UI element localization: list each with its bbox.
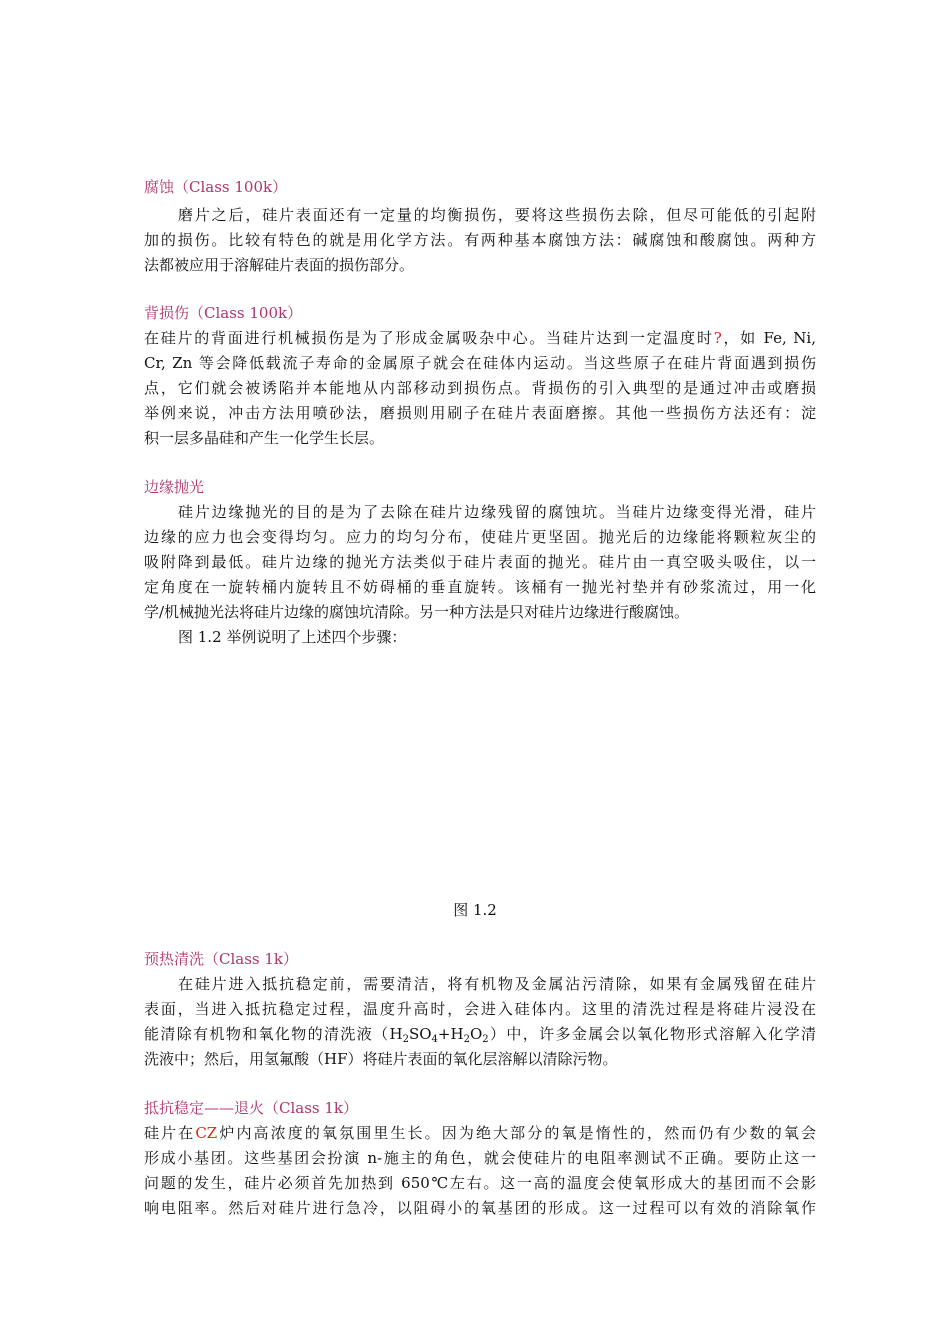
paragraph-line: 洗液中；然后，用氢氟酸（HF）将硅片表面的氧化层溶解以清除污物。: [144, 1050, 618, 1068]
section-heading-edge-polish: 边缘抛光: [144, 478, 205, 496]
paragraph-line: Cr, Zn 等会降低载流子寿命的金属原子就会在硅体内运动。当这些原子在硅片背面遇到损伤: [144, 354, 816, 372]
paragraph-line: [144, 328, 816, 348]
paragraph-line: 形成小基团。这些基团会扮演 n-施主的角色，就会使硅片的电阻率测试不正确。要防止这一: [144, 1149, 816, 1167]
text-run: 能清除有机物和氧化物的清洗液（H: [144, 1025, 403, 1043]
paragraph-line: 问题的发生，硅片必须首先加热到 650℃左右。这一高的温度会使氧形成大的基团而不会影: [144, 1174, 816, 1192]
paragraph-line: 点，它们就会被诱陷并本能地从内部移动到损伤点。背损伤的引入典型的是通过冲击或磨损: [144, 379, 816, 397]
paragraph-line: 学/机械抛光法将硅片边缘的腐蚀坑清除。另一种方法是只对硅片边缘进行酸腐蚀。: [144, 603, 690, 621]
text-run: ，如 Fe, Ni,: [721, 329, 816, 347]
highlight-cz: CZ: [195, 1124, 218, 1142]
paragraph-line: 在硅片进入抵抗稳定前，需要清洁，将有机物及金属沾污清除，如果有金属残留在硅片: [178, 975, 816, 993]
section-heading-anneal: 抵抗稳定——退火（Class 1k）: [144, 1099, 359, 1117]
subscript: 2: [482, 1034, 489, 1045]
paragraph-line: 表面，当进入抵抗稳定过程，温度升高时，会进入硅体内。这里的清洗过程是将硅片浸没在: [144, 1000, 816, 1018]
paragraph-line: 吸附降到最低。硅片边缘的抛光方法类似于硅片表面的抛光。硅片由一真空吸头吸住，以一: [144, 553, 816, 571]
text-run: 炉内高浓度的氧氛围里生长。因为绝大部分的氧是惰性的，然而仍有少数的氧会: [217, 1124, 816, 1142]
text-run: SO: [408, 1025, 432, 1043]
section-heading-etch: 腐蚀（Class 100k）: [144, 178, 288, 196]
subscript: 4: [431, 1034, 438, 1045]
subscript: 2: [463, 1034, 470, 1045]
section-heading-back-damage: 背损伤（Class 100k）: [144, 304, 303, 322]
paragraph-line: 法都被应用于溶解硅片表面的损伤部分。: [144, 256, 415, 274]
paragraph-line: [144, 1024, 816, 1044]
text-run: 硅片在: [144, 1124, 196, 1142]
highlight-question-mark: ?: [713, 329, 722, 347]
paragraph-line: 定角度在一旋转桶内旋转且不妨碍桶的垂直旋转。该桶有一抛光衬垫并有砂浆流过，用一化: [144, 578, 816, 596]
paragraph-line: 积一层多晶硅和产生一化学生长层。: [144, 429, 385, 447]
figure-reference: 图 1.2 举例说明了上述四个步骤：: [178, 628, 407, 646]
text-run: ）中，许多金属会以氧化物形式溶解入化学清: [488, 1025, 816, 1043]
paragraph-line: 加的损伤。比较有特色的就是用化学方法。有两种基本腐蚀方法：碱腐蚀和酸腐蚀。两种方: [144, 231, 816, 249]
text-run: O: [469, 1025, 483, 1043]
subscript: 2: [402, 1034, 409, 1045]
paragraph-line: 硅片边缘抛光的目的是为了去除在硅片边缘残留的腐蚀坑。当硅片边缘变得光滑，硅片: [178, 503, 816, 521]
paragraph-line: 磨片之后，硅片表面还有一定量的均衡损伤，要将这些损伤去除，但尽可能低的引起附: [178, 206, 816, 224]
figure-image-area: [144, 660, 816, 885]
text-run: +H: [437, 1025, 464, 1043]
figure-caption: 图 1.2: [453, 901, 497, 919]
paragraph-line: 举例来说，冲击方法用喷砂法，磨损则用刷子在硅片表面磨擦。其他一些损伤方法还有：淀: [144, 404, 816, 422]
paragraph-line: 边缘的应力也会变得均匀。应力的均匀分布，使硅片更坚固。抛光后的边缘能将颗粒灰尘的: [144, 528, 816, 546]
section-heading-preclean: 预热清洗（Class 1k）: [144, 950, 299, 968]
paragraph-line: [144, 1123, 816, 1143]
text-run: 在硅片的背面进行机械损伤是为了形成金属吸杂中心。当硅片达到一定温度时: [144, 329, 714, 347]
paragraph-line: 响电阻率。然后对硅片进行急冷，以阻碍小的氧基团的形成。这一过程可以有效的消除氧作: [144, 1199, 816, 1217]
